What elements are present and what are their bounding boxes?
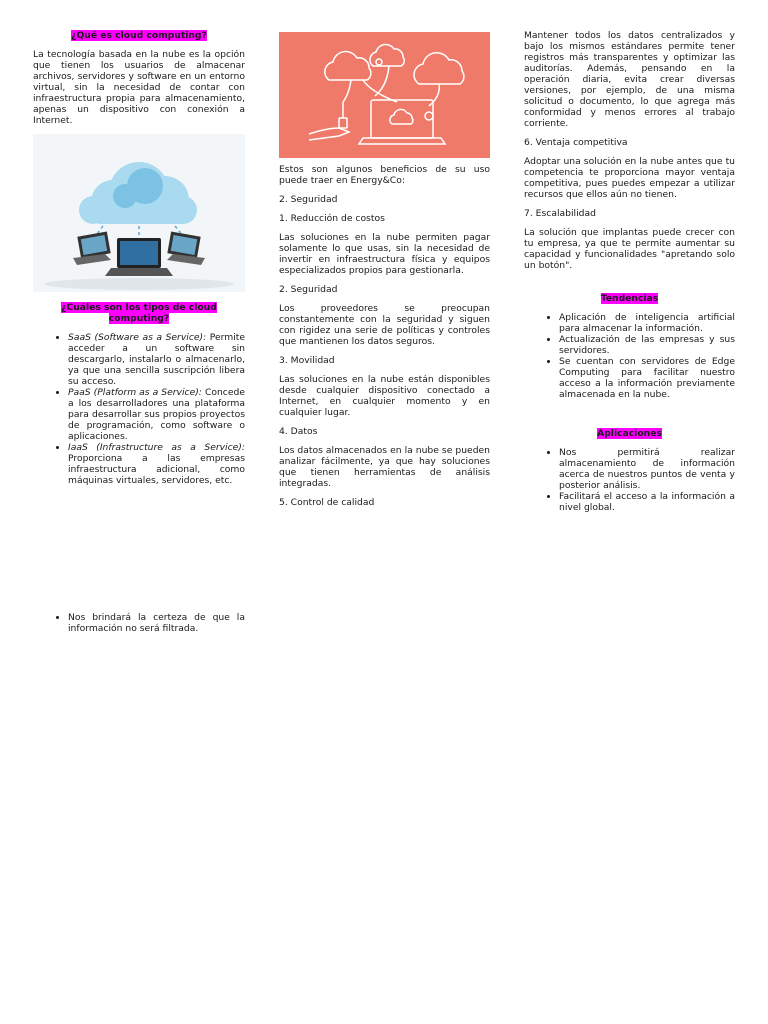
intro-paragraph: La tecnología basada en la nube es la opción que tienen los usuarios de almacenar archivos, servidores y software en un entorno virtual, sin la necesidad de contar con infraestructura propia para almacenamiento, apenas un dispositivo con conexión a Internet. [33,49,245,126]
list-item: • Nos brindará la certeza de que la información no será filtrada. [68,612,245,634]
list-item: • Facilitará el acceso a la información a nivel global. [559,491,735,513]
section-title-tendencias: Tendencias [600,293,659,304]
benefit-text: Los datos almacenados en la nube se pueden analizar fácilmente, ya que hay soluciones que tienen herramientas de análisis integradas. [279,445,490,489]
benefit-heading: 5. Control de calidad [279,497,375,508]
quality-text: Mantener todos los datos centralizados y bajo los mismos estándares permite tener registros más transparentes y optimizar las auditorías. Además, pensando en la operación diaria, evita crear diversas versiones, por ejemplo, de una misma solicitud o documento, lo que agrega más conformidad y menos errores al trabajo corriente. [524,30,735,129]
list-item: • Actualización de las empresas y sus servidores. [559,334,735,356]
list-item: • SaaS (Software as a Service): Permite acceder a un software sin descargarlo, instalarlo o almacenarlo, ya que una sencilla suscripción libera su acceso. [68,332,245,387]
aplicaciones-list [524,447,735,513]
list-item: • PaaS (Platform as a Service): Concede a los desarrolladores una plataforma para desarrollar sus propios proyectos de programación, como software o aplicaciones. [68,387,245,442]
benefit-text: Adoptar una solución en la nube antes que tu competencia te proporciona mayor ventaja competitiva, pues puedes empezar a utilizar recursos que ellos aún no tienen. [524,156,735,200]
column-right [524,30,735,513]
benefit-text: Las soluciones en la nube permiten pagar solamente lo que usas, sin la necesidad de invertir en infraestructura física y equipos especializados propios para gestionarla. [279,232,490,276]
benefit-heading: 7. Escalabilidad [524,208,596,219]
tendencias-list [524,312,735,400]
benefits-intro: Estos son algunos beneficios de su uso puede traer en Energy&Co: [279,164,490,186]
cloud-network-illustration [279,32,490,158]
section-title-cloud: ¿Qué es cloud computing? [71,30,207,41]
column-left [33,30,245,634]
benefit-heading: 3. Movilidad [279,355,335,366]
cloud-laptops-illustration [33,134,245,292]
extra-list [33,612,245,634]
section-title-aplicaciones: Aplicaciones [597,428,662,439]
benefit-heading: 4. Datos [279,426,318,437]
benefit-text: Las soluciones en la nube están disponibles desde cualquier dispositivo conectado a Internet, en cualquier momento y en cualquier lugar. [279,374,490,418]
benefit-heading: 2. Seguridad [279,284,338,295]
section-title-types: ¿Cuáles son los tipos de cloud computing? [61,302,217,324]
list-item: • Nos permitirá realizar almacenamiento de información acerca de nuestros puntos de venta y posterior análisis. [559,447,735,491]
list-item: • Aplicación de inteligencia artificial para almacenar la información. [559,312,735,334]
benefit-heading: 2. Seguridad [279,194,338,205]
column-middle [279,30,490,516]
list-item: • Se cuentan con servidores de Edge Computing para facilitar nuestro acceso a la información previamente almacenada en la nube. [559,356,735,400]
benefit-text: La solución que implantas puede crecer con tu empresa, ya que te permite aumentar su capacidad y funcionalidades "apretando solo un botón". [524,227,735,271]
list-item: • IaaS (Infrastructure as a Service): Proporciona a las empresas infraestructura adicional, como máquinas virtuales, servidores, etc. [68,442,245,486]
benefit-heading: 1. Reducción de costos [279,213,385,224]
types-list [33,332,245,486]
benefit-text: Los proveedores se preocupan constantemente con la seguridad y siguen con rigidez una serie de políticas y controles que mantienen los datos seguros. [279,303,490,347]
benefit-heading: 6. Ventaja competitiva [524,137,628,148]
